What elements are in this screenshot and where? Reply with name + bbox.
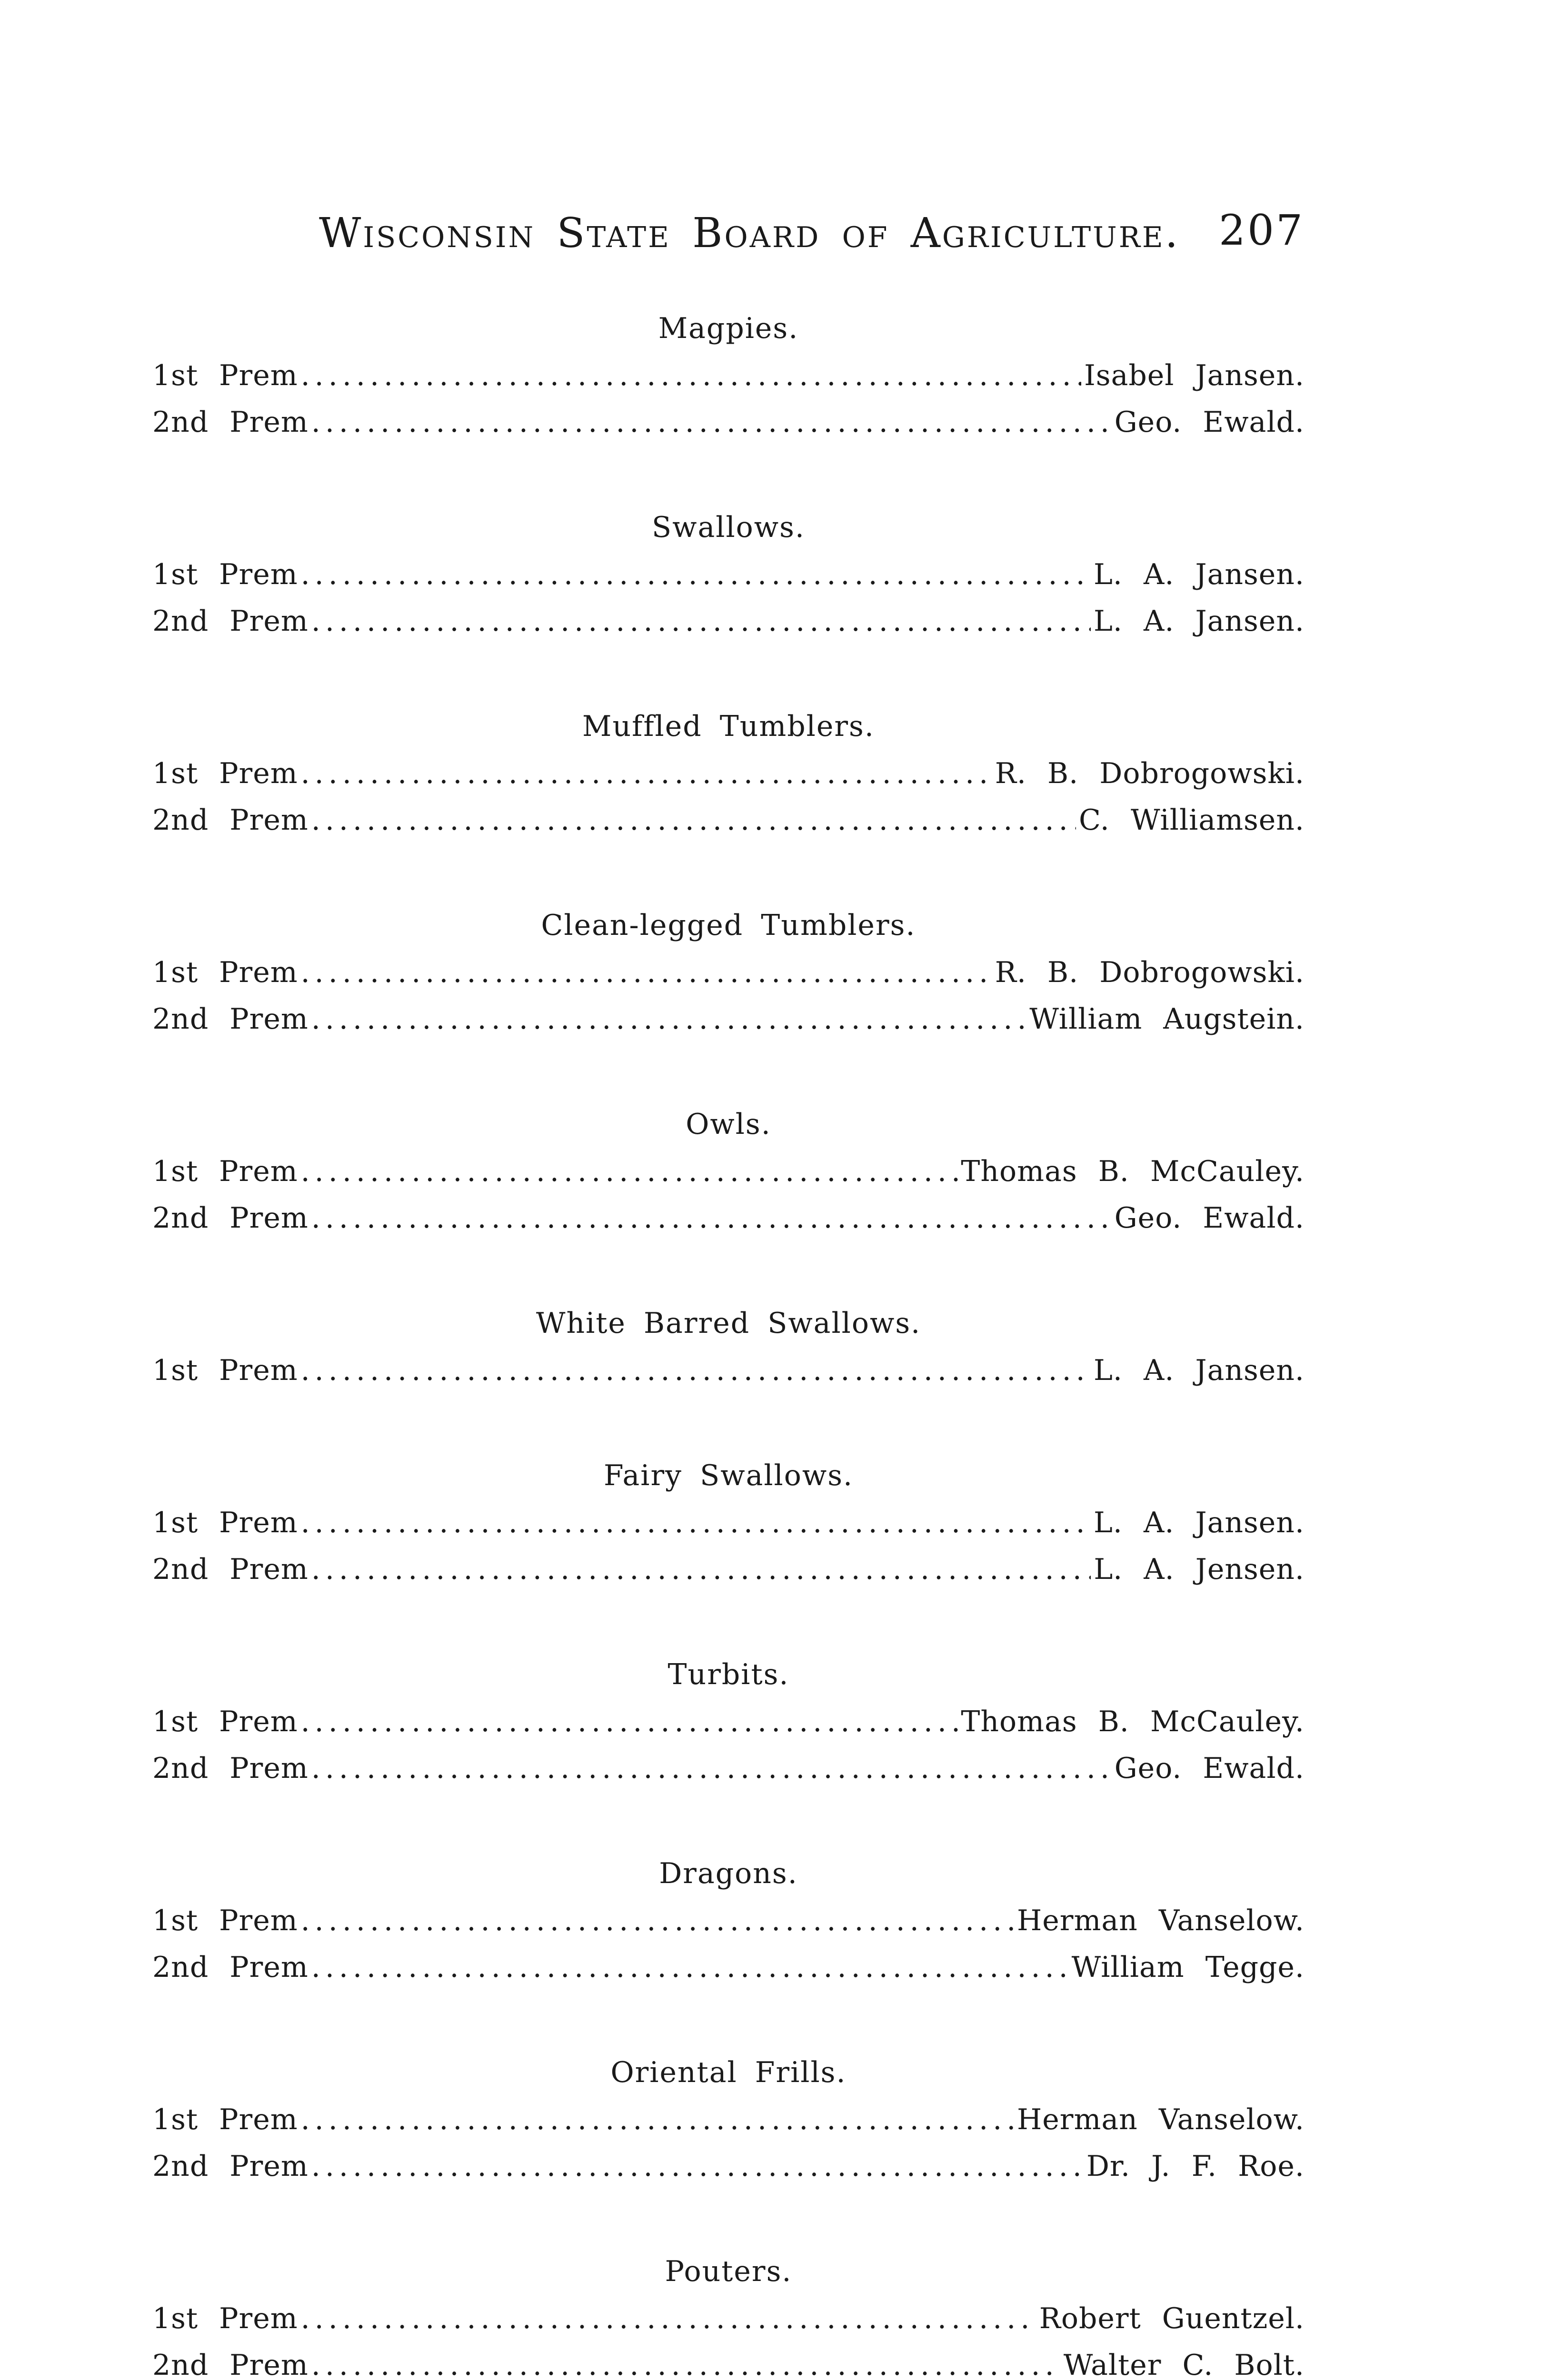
premium-place: 2nd Prem bbox=[152, 1752, 309, 1785]
premium-winner: L. A. Jansen. bbox=[1094, 605, 1305, 638]
premium-winner: Dr. J. F. Roe. bbox=[1086, 2150, 1305, 2183]
premium-section bbox=[152, 902, 1305, 1042]
premium-winner: Herman Vanselow. bbox=[1016, 2103, 1305, 2136]
dot-leader bbox=[301, 352, 1081, 399]
premium-place: 1st Prem bbox=[152, 2103, 298, 2136]
premium-place: 1st Prem bbox=[152, 1904, 298, 1937]
dot-leader bbox=[301, 1148, 958, 1195]
premium-place: 1st Prem bbox=[152, 1705, 298, 1738]
premium-entry bbox=[152, 2295, 1305, 2342]
dot-leader bbox=[311, 1944, 1069, 1991]
dot-leader bbox=[301, 1698, 958, 1745]
premium-section bbox=[152, 1452, 1305, 1593]
premium-entry bbox=[152, 949, 1305, 996]
dot-leader bbox=[301, 750, 992, 797]
premium-list bbox=[152, 305, 1305, 2380]
premium-place: 1st Prem bbox=[152, 757, 298, 790]
premium-entry bbox=[152, 1148, 1305, 1195]
premium-place: 2nd Prem bbox=[152, 803, 309, 837]
section-title: Dragons. bbox=[659, 1857, 798, 1890]
premium-section bbox=[152, 504, 1305, 645]
dot-leader bbox=[311, 797, 1076, 843]
premium-place: 2nd Prem bbox=[152, 2349, 309, 2380]
premium-place: 2nd Prem bbox=[152, 406, 309, 439]
premium-place: 2nd Prem bbox=[152, 605, 309, 638]
premium-entry bbox=[152, 399, 1305, 446]
premium-section bbox=[152, 1101, 1305, 1241]
section-title: Clean-legged Tumblers. bbox=[541, 909, 916, 942]
premium-winner: R. B. Dobrogowski. bbox=[995, 757, 1305, 790]
premium-winner: Thomas B. McCauley. bbox=[961, 1155, 1305, 1188]
page-number: 207 bbox=[1219, 206, 1305, 255]
section-title: Turbits. bbox=[667, 1658, 789, 1691]
premium-entry bbox=[152, 1347, 1305, 1394]
dot-leader bbox=[301, 1347, 1091, 1394]
premium-winner: Herman Vanselow. bbox=[1016, 1904, 1305, 1937]
dot-leader bbox=[301, 2096, 1014, 2143]
premium-place: 2nd Prem bbox=[152, 1002, 309, 1036]
premium-winner: L. A. Jansen. bbox=[1094, 558, 1305, 591]
section-title: Muffled Tumblers. bbox=[582, 710, 875, 743]
premium-place: 1st Prem bbox=[152, 359, 298, 392]
premium-section bbox=[152, 1299, 1305, 1394]
premium-winner: Geo. Ewald. bbox=[1114, 1201, 1305, 1235]
premium-winner: Isabel Jansen. bbox=[1084, 359, 1305, 392]
premium-entry bbox=[152, 1698, 1305, 1745]
premium-section bbox=[152, 2049, 1305, 2190]
premium-winner: L. A. Jansen. bbox=[1094, 1506, 1305, 1539]
premium-place: 2nd Prem bbox=[152, 1951, 309, 1984]
premium-place: 2nd Prem bbox=[152, 2150, 309, 2183]
dot-leader bbox=[301, 2295, 1036, 2342]
section-title: White Barred Swallows. bbox=[536, 1307, 921, 1340]
premium-winner: L. A. Jansen. bbox=[1094, 1354, 1305, 1387]
premium-entry bbox=[152, 598, 1305, 645]
premium-winner: Geo. Ewald. bbox=[1114, 406, 1305, 439]
premium-winner: L. A. Jensen. bbox=[1094, 1553, 1305, 1586]
premium-section bbox=[152, 1850, 1305, 1991]
section-title: Magpies. bbox=[658, 312, 799, 345]
premium-entry bbox=[152, 1195, 1305, 1241]
premium-entry bbox=[152, 551, 1305, 598]
premium-section bbox=[152, 305, 1305, 446]
premium-winner: William Tegge. bbox=[1071, 1951, 1305, 1984]
section-title: Pouters. bbox=[665, 2255, 792, 2288]
premium-place: 1st Prem bbox=[152, 2302, 298, 2335]
section-title: Fairy Swallows. bbox=[603, 1459, 854, 1492]
premium-place: 1st Prem bbox=[152, 558, 298, 591]
dot-leader bbox=[301, 551, 1091, 598]
premium-winner: Walter C. Bolt. bbox=[1063, 2349, 1305, 2380]
dot-leader bbox=[311, 598, 1091, 645]
premium-place: 2nd Prem bbox=[152, 1553, 309, 1586]
premium-place: 1st Prem bbox=[152, 1506, 298, 1539]
premium-place: 1st Prem bbox=[152, 956, 298, 989]
premium-entry bbox=[152, 1745, 1305, 1792]
dot-leader bbox=[311, 1195, 1112, 1241]
premium-entry bbox=[152, 352, 1305, 399]
premium-entry bbox=[152, 750, 1305, 797]
premium-entry bbox=[152, 2143, 1305, 2190]
dot-leader bbox=[311, 2143, 1084, 2190]
running-title: Wisconsin State Board of Agriculture. bbox=[319, 209, 1180, 257]
premium-section bbox=[152, 1651, 1305, 1792]
premium-entry bbox=[152, 1944, 1305, 1991]
dot-leader bbox=[301, 1897, 1014, 1944]
premium-entry bbox=[152, 2096, 1305, 2143]
dot-leader bbox=[311, 996, 1026, 1042]
dot-leader bbox=[311, 1745, 1112, 1792]
premium-place: 1st Prem bbox=[152, 1155, 298, 1188]
premium-entry bbox=[152, 1546, 1305, 1593]
premium-winner: William Augstein. bbox=[1029, 1002, 1305, 1036]
premium-entry bbox=[152, 996, 1305, 1042]
dot-leader bbox=[311, 399, 1112, 446]
dot-leader bbox=[301, 949, 992, 996]
premium-winner: Thomas B. McCauley. bbox=[961, 1705, 1305, 1738]
premium-place: 2nd Prem bbox=[152, 1201, 309, 1235]
premium-winner: C. Williamsen. bbox=[1079, 803, 1305, 837]
premium-entry bbox=[152, 1897, 1305, 1944]
premium-entry bbox=[152, 797, 1305, 843]
running-head bbox=[314, 206, 1305, 267]
section-title: Oriental Frills. bbox=[610, 2056, 847, 2089]
dot-leader bbox=[311, 2342, 1061, 2380]
premium-section bbox=[152, 703, 1305, 843]
section-title: Swallows. bbox=[652, 511, 805, 544]
dot-leader bbox=[311, 1546, 1091, 1593]
premium-winner: R. B. Dobrogowski. bbox=[995, 956, 1305, 989]
dot-leader bbox=[301, 1499, 1091, 1546]
section-title: Owls. bbox=[686, 1108, 771, 1141]
premium-entry bbox=[152, 1499, 1305, 1546]
premium-winner: Geo. Ewald. bbox=[1114, 1752, 1305, 1785]
premium-section bbox=[152, 2248, 1305, 2380]
premium-place: 1st Prem bbox=[152, 1354, 298, 1387]
premium-entry bbox=[152, 2342, 1305, 2380]
premium-winner: Robert Guentzel. bbox=[1039, 2302, 1305, 2335]
